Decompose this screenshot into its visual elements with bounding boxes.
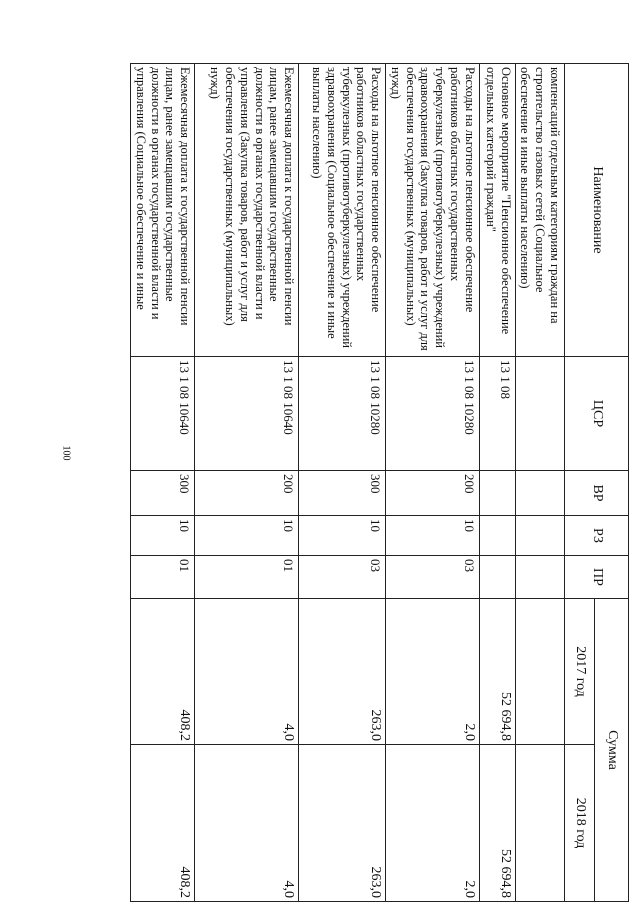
header-csr: ЦСР bbox=[565, 357, 629, 471]
budget-table-container bbox=[134, 63, 629, 901]
cell-rz: 10 bbox=[195, 516, 299, 556]
cell-pr bbox=[479, 556, 515, 599]
cell-2018: 52 694,8 bbox=[479, 745, 515, 902]
cell-rz bbox=[479, 516, 515, 556]
cell-name: Расходы на льготное пенсионное обеспечение работников областных государственных туберкулезных (противотуберкулезных) учреждений здравоохранения (Социальное обеспечение и иные выплаты населению) bbox=[299, 64, 386, 357]
rotated-table bbox=[134, 63, 629, 901]
header-sum: Сумма bbox=[595, 599, 629, 902]
cell-2018: 263,0 bbox=[299, 745, 386, 902]
budget-table bbox=[130, 63, 629, 902]
cell-pr: 01 bbox=[131, 556, 195, 599]
page-number bbox=[60, 445, 70, 461]
header-year-2018: 2018 год bbox=[565, 745, 595, 902]
cell-2017: 263,0 bbox=[299, 599, 386, 745]
cell-2018 bbox=[515, 745, 564, 902]
cell-name: компенсаций отдельным категориям граждан на строительство газовых сетей (Социальное обеспечение и иные выплаты населению) bbox=[515, 64, 564, 357]
cell-rz: 10 bbox=[386, 516, 480, 556]
cell-2018: 4,0 bbox=[195, 745, 299, 902]
table-row bbox=[386, 64, 480, 902]
table-row bbox=[479, 64, 515, 902]
cell-csr: 13 1 08 10280 bbox=[386, 357, 480, 471]
header-rz: РЗ bbox=[565, 516, 629, 556]
cell-2017: 408,2 bbox=[131, 599, 195, 745]
cell-pr: 01 bbox=[195, 556, 299, 599]
cell-rz: 10 bbox=[299, 516, 386, 556]
header-year-2017: 2017 год bbox=[565, 599, 595, 745]
cell-2018: 2,0 bbox=[386, 745, 480, 902]
cell-csr: 13 1 08 10640 bbox=[131, 357, 195, 471]
cell-2018: 408,2 bbox=[131, 745, 195, 902]
cell-csr: 13 1 08 10640 bbox=[195, 357, 299, 471]
cell-rz bbox=[515, 516, 564, 556]
cell-csr: 13 1 08 bbox=[479, 357, 515, 471]
cell-2017: 4,0 bbox=[195, 599, 299, 745]
cell-name: Расходы на льготное пенсионное обеспечение работников областных государственных туберкулезных (противотуберкулезных) учреждений здравоохранения (Закупка товаров, работ и услуг для обеспечения государственных (муниципальных) нужд) bbox=[386, 64, 480, 357]
cell-vr bbox=[515, 471, 564, 516]
cell-name: Основное мероприятие "Пенсионное обеспечение отдельных категорий граждан" bbox=[479, 64, 515, 357]
cell-2017: 52 694,8 bbox=[479, 599, 515, 745]
cell-name: Ежемесячная доплата к государственной пенсии лицам, ранее замещавшим государственные должности в органах государственной власти и управления (Социальное обеспечение и иные bbox=[131, 64, 195, 357]
cell-pr bbox=[515, 556, 564, 599]
cell-vr: 200 bbox=[195, 471, 299, 516]
cell-vr: 300 bbox=[299, 471, 386, 516]
header-pr: ПР bbox=[565, 556, 629, 599]
cell-name: Ежемесячная доплата к государственной пенсии лицам, ранее замещавшим государственные должности в органах государственной власти и управления (Закупка товаров, работ и услуг для обеспечения государственных (муниципальных) нужд) bbox=[195, 64, 299, 357]
cell-vr bbox=[479, 471, 515, 516]
table-row bbox=[299, 64, 386, 902]
table-row bbox=[131, 64, 195, 902]
header-vr: ВР bbox=[565, 471, 629, 516]
cell-csr: 13 1 08 10280 bbox=[299, 357, 386, 471]
cell-vr: 300 bbox=[131, 471, 195, 516]
cell-csr bbox=[515, 357, 564, 471]
cell-vr: 200 bbox=[386, 471, 480, 516]
header-name: Наименование bbox=[565, 64, 629, 357]
header-row-1 bbox=[595, 64, 629, 902]
cell-pr: 03 bbox=[299, 556, 386, 599]
cell-2017 bbox=[515, 599, 564, 745]
page-number-text: 100 bbox=[60, 445, 71, 461]
cell-pr: 03 bbox=[386, 556, 480, 599]
table-row bbox=[515, 64, 564, 902]
cell-2017: 2,0 bbox=[386, 599, 480, 745]
table-row bbox=[195, 64, 299, 902]
cell-rz: 10 bbox=[131, 516, 195, 556]
